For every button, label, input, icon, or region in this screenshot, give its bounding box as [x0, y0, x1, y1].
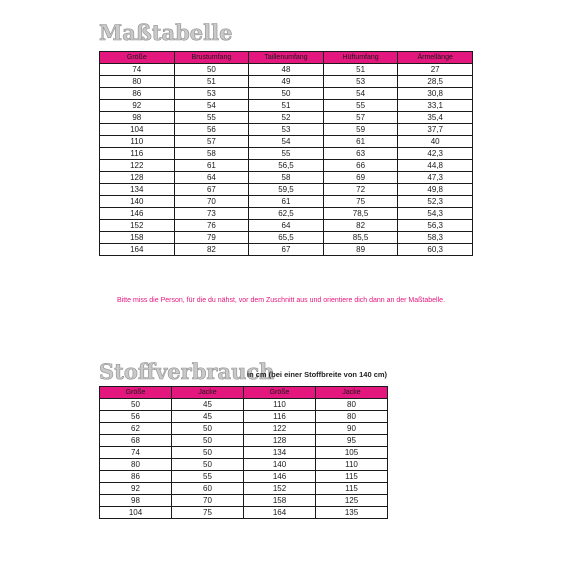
size-table-cell: 61	[323, 136, 398, 148]
size-table-row	[100, 76, 473, 88]
size-table-cell: 54	[323, 88, 398, 100]
fabric-table-cell: 50	[172, 459, 244, 471]
size-table-header-cell: Brustumfang	[174, 52, 249, 64]
size-table-cell: 52,3	[398, 196, 473, 208]
size-table-cell: 65,5	[249, 232, 324, 244]
fabric-table-row	[100, 507, 388, 519]
size-table-cell: 56	[174, 124, 249, 136]
fabric-table-cell: 164	[244, 507, 316, 519]
fabric-table-header-cell: Größe	[244, 387, 316, 399]
fabric-table-cell: 110	[244, 399, 316, 411]
masstabelle-title: Maßtabelle	[99, 20, 233, 45]
size-table-cell: 58,3	[398, 232, 473, 244]
size-table-cell: 67	[174, 184, 249, 196]
size-table-header-row	[100, 52, 473, 64]
fabric-table-cell: 68	[100, 435, 172, 447]
fabric-table-cell: 152	[244, 483, 316, 495]
size-table-cell: 79	[174, 232, 249, 244]
fabric-table-row	[100, 471, 388, 483]
size-table-cell: 158	[100, 232, 175, 244]
size-table-cell: 59	[323, 124, 398, 136]
size-table-cell: 76	[174, 220, 249, 232]
size-table-cell: 74	[100, 64, 175, 76]
size-table-cell: 56,3	[398, 220, 473, 232]
size-table-cell: 52	[249, 112, 324, 124]
size-table-cell: 53	[323, 76, 398, 88]
size-table-cell: 28,5	[398, 76, 473, 88]
size-table-cell: 44,8	[398, 160, 473, 172]
size-table-row	[100, 112, 473, 124]
size-table-cell: 58	[249, 172, 324, 184]
fabric-table-row	[100, 459, 388, 471]
size-table-cell: 85,5	[323, 232, 398, 244]
size-table-cell: 50	[249, 88, 324, 100]
size-table-cell: 70	[174, 196, 249, 208]
fabric-table-cell: 45	[172, 411, 244, 423]
size-table-cell: 67	[249, 244, 324, 256]
size-table-header-cell: Größe	[100, 52, 175, 64]
measure-note: Bitte miss die Person, für die du nähst, vor dem Zuschnitt aus und orientiere dich dann an der Maßtabelle.	[117, 297, 446, 304]
fabric-table-cell: 116	[244, 411, 316, 423]
size-table-cell: 35,4	[398, 112, 473, 124]
size-table-row	[100, 148, 473, 160]
size-table-cell: 66	[323, 160, 398, 172]
fabric-table-cell: 135	[316, 507, 388, 519]
size-table-cell: 57	[323, 112, 398, 124]
size-table-cell: 72	[323, 184, 398, 196]
fabric-table-row	[100, 423, 388, 435]
size-table-cell: 49,8	[398, 184, 473, 196]
size-table-cell: 55	[174, 112, 249, 124]
size-table-cell: 122	[100, 160, 175, 172]
size-table-cell: 30,8	[398, 88, 473, 100]
size-table-cell: 69	[323, 172, 398, 184]
size-table-header-cell: Hüftumfang	[323, 52, 398, 64]
fabric-table-cell: 140	[244, 459, 316, 471]
fabric-table-cell: 134	[244, 447, 316, 459]
size-table-cell: 82	[174, 244, 249, 256]
size-table-cell: 27	[398, 64, 473, 76]
size-table-cell: 152	[100, 220, 175, 232]
fabric-table-cell: 146	[244, 471, 316, 483]
size-table-cell: 51	[323, 64, 398, 76]
size-table-cell: 116	[100, 148, 175, 160]
fabric-table-row	[100, 495, 388, 507]
size-table-row	[100, 244, 473, 256]
size-table-cell: 37,7	[398, 124, 473, 136]
stoffverbrauch-title: Stoffverbrauch	[99, 359, 275, 384]
size-table-cell: 146	[100, 208, 175, 220]
size-table-cell: 61	[249, 196, 324, 208]
size-table-cell: 89	[323, 244, 398, 256]
fabric-table-cell: 55	[172, 471, 244, 483]
size-table-cell: 104	[100, 124, 175, 136]
fabric-table-cell: 60	[172, 483, 244, 495]
size-table-row	[100, 220, 473, 232]
size-table-cell: 51	[174, 76, 249, 88]
fabric-table-cell: 158	[244, 495, 316, 507]
size-table-cell: 55	[323, 100, 398, 112]
fabric-table-cell: 125	[316, 495, 388, 507]
fabric-table-cell: 110	[316, 459, 388, 471]
fabric-table-cell: 70	[172, 495, 244, 507]
fabric-table-row	[100, 447, 388, 459]
size-table-cell: 54	[174, 100, 249, 112]
fabric-table-cell: 86	[100, 471, 172, 483]
size-table-cell: 110	[100, 136, 175, 148]
size-table-cell: 92	[100, 100, 175, 112]
size-table-row	[100, 160, 473, 172]
fabric-table-row	[100, 435, 388, 447]
fabric-table-cell: 80	[316, 411, 388, 423]
size-table-cell: 73	[174, 208, 249, 220]
size-table-cell: 80	[100, 76, 175, 88]
size-table-cell: 82	[323, 220, 398, 232]
size-table-cell: 60,3	[398, 244, 473, 256]
fabric-table-cell: 50	[100, 399, 172, 411]
fabric-table-cell: 115	[316, 471, 388, 483]
size-table-cell: 58	[174, 148, 249, 160]
size-table-cell: 51	[249, 100, 324, 112]
fabric-table-cell: 122	[244, 423, 316, 435]
fabric-table-header-row	[100, 387, 388, 399]
size-table-cell: 57	[174, 136, 249, 148]
fabric-table-cell: 75	[172, 507, 244, 519]
fabric-table-cell: 98	[100, 495, 172, 507]
size-table-cell: 78,5	[323, 208, 398, 220]
size-table-cell: 134	[100, 184, 175, 196]
size-table-row	[100, 208, 473, 220]
size-table-header-cell: Ärmellänge	[398, 52, 473, 64]
fabric-table-row	[100, 483, 388, 495]
fabric-table-cell: 45	[172, 399, 244, 411]
size-table-cell: 53	[174, 88, 249, 100]
fabric-table-cell: 80	[316, 399, 388, 411]
size-table-cell: 48	[249, 64, 324, 76]
fabric-table-header-cell: Jacke	[316, 387, 388, 399]
fabric-table-cell: 128	[244, 435, 316, 447]
size-table-row	[100, 88, 473, 100]
size-table-cell: 53	[249, 124, 324, 136]
fabric-table-cell: 74	[100, 447, 172, 459]
size-table-cell: 33,1	[398, 100, 473, 112]
size-table-row	[100, 184, 473, 196]
size-table-cell: 54,3	[398, 208, 473, 220]
fabric-table-cell: 92	[100, 483, 172, 495]
fabric-table-cell: 105	[316, 447, 388, 459]
size-table-cell: 98	[100, 112, 175, 124]
size-table-cell: 64	[249, 220, 324, 232]
fabric-table-cell: 62	[100, 423, 172, 435]
size-table-cell: 54	[249, 136, 324, 148]
fabric-table-cell: 80	[100, 459, 172, 471]
size-table-cell: 50	[174, 64, 249, 76]
size-table-cell: 164	[100, 244, 175, 256]
fabric-table-cell: 95	[316, 435, 388, 447]
size-table-cell: 64	[174, 172, 249, 184]
size-table-row	[100, 136, 473, 148]
fabric-table-cell: 50	[172, 447, 244, 459]
size-table-cell: 140	[100, 196, 175, 208]
size-table-cell: 56,5	[249, 160, 324, 172]
size-table-row	[100, 196, 473, 208]
size-table	[99, 51, 473, 256]
fabric-table-row	[100, 399, 388, 411]
size-table-cell: 86	[100, 88, 175, 100]
size-table-cell: 63	[323, 148, 398, 160]
size-table-cell: 61	[174, 160, 249, 172]
size-table-cell: 59,5	[249, 184, 324, 196]
size-table-row	[100, 64, 473, 76]
fabric-table-cell: 50	[172, 435, 244, 447]
size-table-cell: 75	[323, 196, 398, 208]
size-table-row	[100, 124, 473, 136]
fabric-table-row	[100, 411, 388, 423]
size-table-cell: 47,3	[398, 172, 473, 184]
stoffverbrauch-subtitle: in cm (bei einer Stoffbreite von 140 cm)	[247, 370, 388, 379]
size-table-cell: 40	[398, 136, 473, 148]
size-table-cell: 42,3	[398, 148, 473, 160]
size-table-row	[100, 100, 473, 112]
size-table-header-cell: Taillenumfang	[249, 52, 324, 64]
fabric-table-cell: 50	[172, 423, 244, 435]
fabric-table-header-cell: Jacke	[172, 387, 244, 399]
fabric-table	[99, 386, 388, 519]
fabric-table-cell: 56	[100, 411, 172, 423]
size-table-cell: 62,5	[249, 208, 324, 220]
size-table-cell: 55	[249, 148, 324, 160]
fabric-table-header-cell: Größe	[100, 387, 172, 399]
fabric-table-cell: 115	[316, 483, 388, 495]
size-table-row	[100, 232, 473, 244]
fabric-table-cell: 90	[316, 423, 388, 435]
size-table-cell: 128	[100, 172, 175, 184]
fabric-table-cell: 104	[100, 507, 172, 519]
size-table-row	[100, 172, 473, 184]
size-table-cell: 49	[249, 76, 324, 88]
